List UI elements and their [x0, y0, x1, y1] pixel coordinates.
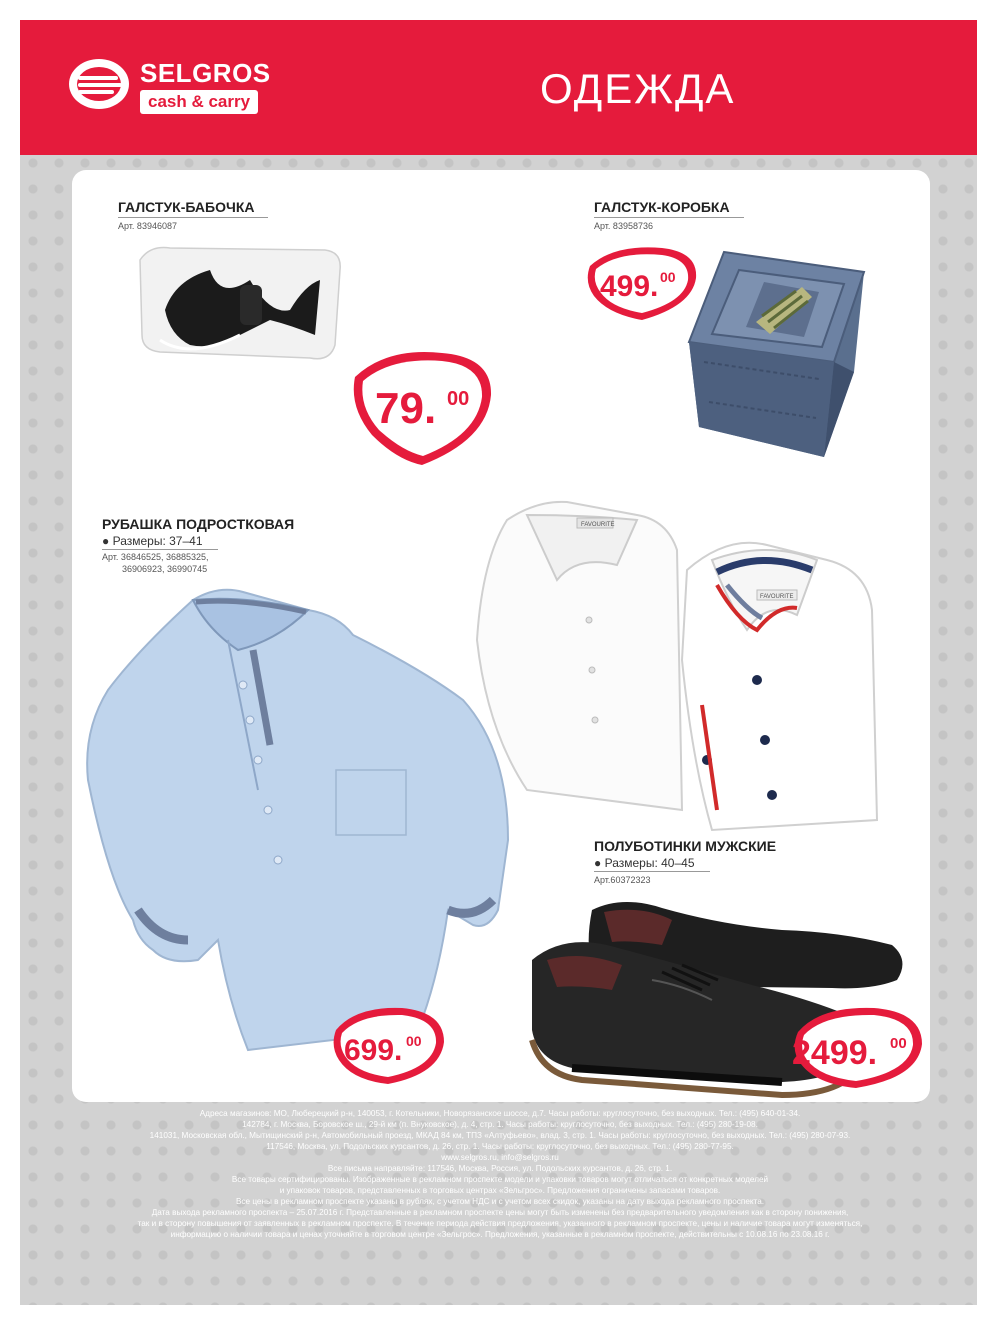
bowtie-price-tag — [347, 345, 497, 470]
tiebox-name: ГАЛСТУК-КОРОБКА — [594, 199, 730, 215]
selgros-logo — [68, 56, 298, 136]
bowtie-price-cents: 00 — [447, 388, 470, 410]
shoes-price-cents: 00 — [890, 1035, 907, 1052]
tiebox-price-cents: 00 — [660, 269, 676, 285]
bowtie-price-main: 79. — [375, 384, 437, 433]
bowtie-rule — [118, 217, 268, 218]
legal-line: Дата выхода рекламного проспекта – 25.07.2016 г. Представленные в рекламном проспекте цены могут быть изменены без предварительного уведомления как в сторону понижения, — [151, 1208, 849, 1217]
white-shirts-image — [467, 490, 887, 840]
legal-line: и упаковок товаров, представленных в торговых центрах «Зельгрос». Предложения ограничены запасами товаров. — [279, 1186, 721, 1195]
tiebox-rule — [594, 217, 744, 218]
legal-line: так и в сторону повышения от заявленных в рекламном проспекте. В течение периода действия предложения, указанного в рекламном проспекте, цены и наличие товара могут изменяться, — [137, 1219, 863, 1228]
legal-line: Все письма направляйте: 117546, Москва, Россия, ул. Подольских курсантов, д. 26, стр. 1. — [327, 1164, 673, 1173]
legal-line: www.selgros.ru, info@selgros.ru — [441, 1153, 559, 1162]
legal-fine-print — [80, 1108, 920, 1240]
legal-line: Все товары сертифицированы. Изображенные в рекламном проспекте модели и упаковки товаров могут отличаться от конкретных моделей — [231, 1175, 769, 1184]
shoes-price-tag — [790, 1002, 928, 1092]
white-shirt-label-2: FAVOURITE — [760, 594, 794, 600]
legal-line: 142784, г. Москва, Боровское ш., 29-й км (п. Внуковское), д. 4, стр. 1. Часы работы: круглосуточно, без выходных. Тел.: (495) 280-19-08. — [242, 1120, 758, 1129]
tiebox-art: Арт. 83958736 — [594, 221, 653, 231]
legal-line: Адреса магазинов: МО, Люберецкий р-н, 140053, г. Котельники, Новорязанское шоссе, д.7. Часы работы: круглосуточно, без выходных. Тел.: (495) 640-01-34. — [199, 1109, 801, 1118]
bowtie-image — [130, 240, 350, 365]
shirt-sizes: ● Размеры: 37–41 — [102, 534, 203, 548]
header-banner — [20, 20, 977, 155]
shirt-rule — [102, 549, 218, 550]
shirt-name: РУБАШКА ПОДРОСТКОВАЯ — [102, 516, 295, 532]
shirt-price-tag — [330, 1002, 450, 1088]
flyer-page — [20, 20, 977, 1305]
blue-shirt-image — [78, 580, 518, 1060]
section-title: ОДЕЖДА — [540, 65, 736, 112]
shoes-art: Арт.60372323 — [594, 875, 651, 885]
shirt-price-cents: 00 — [406, 1033, 422, 1049]
legal-line: информацию о наличии товара и ценах уточняйте в торговом центре «Зельгрос». Предложения, указанные в рекламном проспекте, действительны с 10.08.16 по 23.08.16 г. — [170, 1230, 830, 1239]
white-shirt-label-1: FAVOURITE — [581, 522, 615, 528]
shirt-price-main: 699. — [344, 1034, 403, 1067]
products-card — [72, 170, 930, 1102]
shoes-name: ПОЛУБОТИНКИ МУЖСКИЕ — [594, 838, 777, 854]
brand-tagline: cash & carry — [140, 90, 258, 114]
tiebox-price-main: 499. — [600, 270, 659, 303]
legal-line: 117546, Москва, ул. Подольских курсантов, д. 26, стр. 1. Часы работы: круглосуточно, без выходных. Тел.: (495) 280-77-95. — [266, 1142, 734, 1151]
legal-line: Все цены в рекламном проспекте указаны в рублях, с учетом НДС и с учетом всех скидок, указаны на дату выхода рекламного проспекта. — [235, 1197, 765, 1206]
bowtie-name: ГАЛСТУК-БАБОЧКА — [118, 199, 255, 215]
shoes-sizes: ● Размеры: 40–45 — [594, 856, 695, 870]
brand-name: SELGROS — [140, 58, 271, 88]
shirt-art-line1: Арт. 36846525, 36885325, — [102, 552, 209, 562]
bowtie-art: Арт. 83946087 — [118, 221, 177, 231]
selgros-logo-icon — [68, 58, 130, 110]
tiebox-image — [684, 242, 869, 462]
shoes-rule — [594, 871, 710, 872]
shirt-art-line2: 36906923, 36990745 — [122, 564, 208, 574]
legal-line: 141031, Московская обл., Мытищинский р-н, Автомобильный проезд, МКАД 84 км, ТПЗ «Алтуфьево», влад. 3, стр. 1. Часы работы: круглосуточно, без выходных. Тел.: (495) 280-07-93. — [149, 1131, 851, 1140]
shoes-price-main: 2499. — [792, 1034, 878, 1072]
